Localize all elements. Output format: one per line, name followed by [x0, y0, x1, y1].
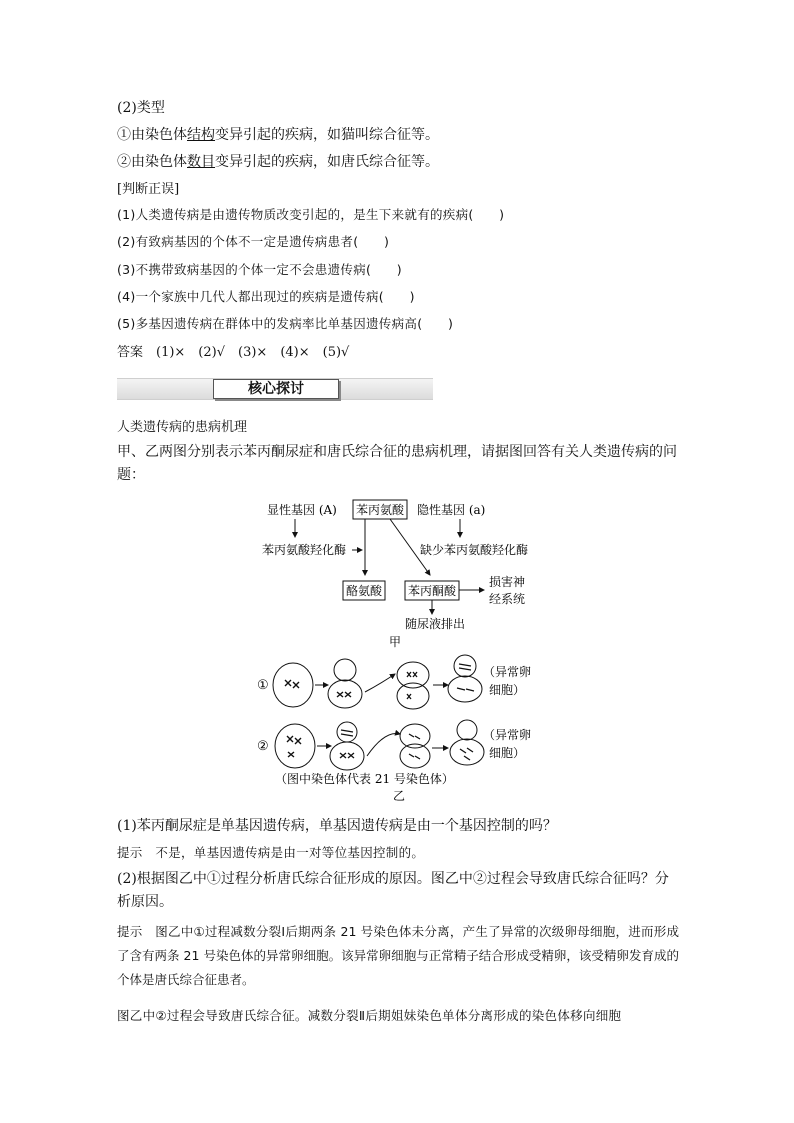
row2-cell-2: [330, 722, 364, 770]
caption-jia: 甲: [389, 635, 402, 649]
type-item-1: [117, 124, 439, 144]
judge-item-4: (4)一个家族中几代人都出现过的疾病是遗传病( ): [117, 289, 415, 304]
lack-enzyme-label: 缺少苯丙氨酸羟化酶: [420, 543, 529, 557]
diagram-yi: [255, 652, 550, 802]
diagram-note: （图中染色体代表 21 号染色体）: [275, 772, 454, 786]
recessive-gene-label: 隐性基因 (a): [417, 503, 486, 517]
abnormal-egg-2b: 细胞）: [489, 746, 526, 760]
process-label-1: ①: [257, 678, 269, 693]
row1-cell-2: [328, 659, 362, 708]
caption-yi: 乙: [393, 789, 406, 802]
question-2: (2)根据图乙中①过程分析唐氏综合征形成的原因。图乙中②过程会导致唐氏综合征吗？分析原因。: [117, 871, 669, 910]
damage-label-1: 损害神: [489, 575, 526, 589]
diagram-jia: [250, 495, 550, 650]
judge-item-2: (2)有致病基因的个体不一定是遗传病患者( ): [117, 234, 390, 249]
row2-cell-4: [450, 720, 484, 765]
answer-2: 提示 图乙中①过程减数分裂Ⅰ后期两条 21 号染色体未分离，产生了异常的次级卵母细胞，进而形成了含有两条 21 号染色体的异常卵细胞。该异常卵细胞与正常精子结合形成受精卵，该受精卵发育成的个体是唐氏综合征患者。: [117, 924, 679, 987]
tyrosine-label: 酪氨酸: [346, 584, 383, 598]
type-item-2-post: 变异引起的疾病，如唐氏综合征等。: [215, 154, 439, 170]
answer-1: 提示 不是，单基因遗传病是由一对等位基因控制的。: [117, 845, 425, 860]
answer-2-continued: 图乙中②过程会导致唐氏综合征。减数分裂Ⅱ后期姐妹染色单体分离形成的染色体移向细胞: [117, 1008, 622, 1023]
phenylpyruvate-label: 苯丙酮酸: [408, 584, 457, 598]
type-item-2-underlined: 数目: [187, 154, 215, 170]
excreted-label: 随尿液排出: [405, 617, 466, 631]
abnormal-egg-1b: 细胞）: [489, 683, 526, 697]
judge-item-1: (1)人类遗传病是由遗传物质改变引起的，是生下来就有的疾病( ): [117, 207, 505, 222]
section-title: 核心探讨: [213, 379, 339, 399]
row1-cell-1: [273, 663, 313, 707]
type-item-1-pre: ①由染色体: [117, 127, 187, 143]
judge-item-5: (5)多基因遗传病在群体中的发病率比单基因遗传病高( ): [117, 316, 454, 331]
enzyme-label: 苯丙氨酸羟化酶: [262, 543, 347, 557]
abnormal-egg-2a: 异常卵: [495, 728, 532, 742]
answer-line: 答案 (1)× (2)√ (3)× (4)× (5)√: [117, 345, 350, 360]
type-heading: (2)类型: [117, 100, 165, 116]
row1-cell-4: [448, 655, 482, 702]
section-bar: [117, 378, 433, 400]
row2-cell-3: [400, 724, 430, 768]
question-1: (1)苯丙酮尿症是单基因遗传病，单基因遗传病是由一个基因控制的吗？: [117, 818, 557, 834]
phenylalanine-label: 苯丙氨酸: [356, 503, 405, 517]
paren-open-2: （: [483, 728, 496, 742]
type-item-1-post: 变异引起的疾病，如猫叫综合征等。: [215, 127, 439, 143]
row1-cell-3: [397, 662, 429, 709]
dominant-gene-label: 显性基因 (A): [267, 503, 337, 517]
topic-title: 人类遗传病的患病机理: [117, 420, 248, 435]
type-item-2-pre: ②由染色体: [117, 154, 187, 170]
type-item-2: [117, 151, 439, 171]
abnormal-egg-1a: （异常卵: [483, 665, 532, 679]
judge-heading: [判断正误]: [117, 182, 180, 197]
row2-cell-1: [275, 724, 315, 768]
judge-item-3: (3)不携带致病基因的个体一定不会患遗传病( ): [117, 262, 402, 277]
intro-text: 甲、乙两图分别表示苯丙酮尿症和唐氏综合征的患病机理，请据图回答有关人类遗传病的问题：: [117, 444, 677, 483]
type-item-1-underlined: 结构: [187, 127, 215, 143]
process-label-2: ②: [257, 739, 269, 754]
damage-label-2: 经系统: [489, 592, 526, 606]
